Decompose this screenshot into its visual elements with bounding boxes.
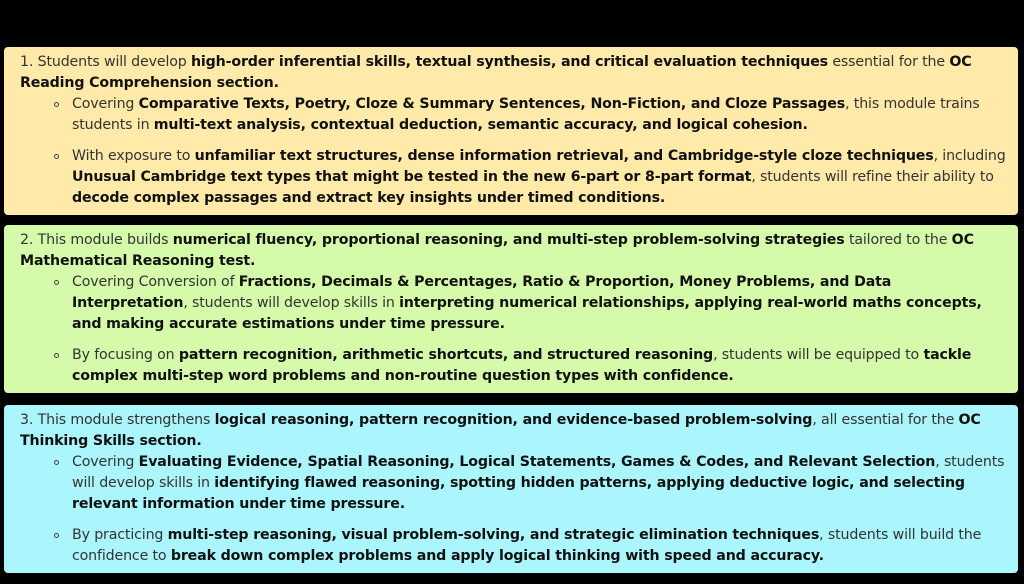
module-intro xyxy=(20,52,1008,94)
text-segment: Covering xyxy=(72,96,139,112)
bold-phrase: break down complex problems and apply logical thinking with speed and accuracy. xyxy=(170,548,824,564)
bold-phrase: OC Thinking Skills section. xyxy=(20,412,981,449)
bold-phrase: decode complex passages and extract key insights under timed conditions. xyxy=(72,190,666,206)
bold-phrase: identifying flawed reasoning, spotting hidden patterns, applying deductive logic, and selecting relevant information under time pressure. xyxy=(72,475,965,512)
hollow-bullet-icon xyxy=(54,102,59,107)
text-segment: , this module trains students in xyxy=(72,96,980,133)
text-segment: 3. This module strengthens xyxy=(20,412,215,428)
hollow-bullet-icon xyxy=(54,353,59,358)
text-segment: , all essential for the xyxy=(812,412,959,428)
list-item xyxy=(54,452,1008,515)
hollow-bullet-icon xyxy=(54,154,59,159)
module-intro xyxy=(20,410,1008,452)
text-segment: With exposure to xyxy=(72,148,195,164)
bold-phrase: pattern recognition, arithmetic shortcuts, and structured reasoning xyxy=(178,347,714,363)
text-segment: tailored to the xyxy=(844,232,952,248)
text-segment: By practicing xyxy=(72,527,168,543)
module-box-math xyxy=(4,225,1018,393)
module-box-reading xyxy=(4,47,1018,215)
module-points xyxy=(20,272,1008,387)
bold-phrase: multi-text analysis, contextual deduction, semantic accuracy, and logical cohesion. xyxy=(153,117,808,133)
bold-phrase: unfamiliar text structures, dense information retrieval, and Cambridge-style cloze techniques xyxy=(194,148,934,164)
hollow-bullet-icon xyxy=(54,460,59,465)
bold-phrase: numerical fluency, proportional reasoning, and multi-step problem-solving strategies xyxy=(172,232,845,248)
module-intro xyxy=(20,230,1008,272)
text-segment: , students will refine their ability to xyxy=(751,169,994,185)
text-segment: , students will build the confidence to xyxy=(72,527,982,564)
text-segment: , students will develop skills in xyxy=(183,295,400,311)
module-box-thinking xyxy=(4,405,1018,573)
text-segment: essential for the xyxy=(827,54,950,70)
hollow-bullet-icon xyxy=(54,533,59,538)
list-item xyxy=(54,345,1008,387)
bold-phrase: interpreting numerical relationships, applying real-world maths concepts, and making accurate estimations under time pressure. xyxy=(72,295,982,332)
bold-phrase: logical reasoning, pattern recognition, and evidence-based problem-solving xyxy=(214,412,813,428)
bold-phrase: high-order inferential skills, textual synthesis, and critical evaluation techniques xyxy=(190,54,828,70)
hollow-bullet-icon xyxy=(54,280,59,285)
list-item xyxy=(54,525,1008,567)
text-segment: By focusing on xyxy=(72,347,179,363)
bold-phrase: Fractions, Decimals & Percentages, Ratio & Proportion, Money Problems, and Data Interpretation xyxy=(72,274,892,311)
text-segment: Covering xyxy=(72,454,139,470)
text-segment: , students will be equipped to xyxy=(713,347,924,363)
list-item xyxy=(54,146,1008,209)
text-segment: 1. Students will develop xyxy=(20,54,191,70)
bold-phrase: OC Mathematical Reasoning test. xyxy=(20,232,974,269)
list-item xyxy=(54,94,1008,136)
text-segment: , students will develop skills in xyxy=(72,454,1005,491)
text-segment: 2. This module builds xyxy=(20,232,173,248)
bold-phrase: Evaluating Evidence, Spatial Reasoning, Logical Statements, Games & Codes, and Relevant Selection xyxy=(138,454,936,470)
bold-phrase: multi-step reasoning, visual problem-solving, and strategic elimination techniques xyxy=(167,527,820,543)
list-item xyxy=(54,272,1008,335)
module-points xyxy=(20,94,1008,209)
bold-phrase: Unusual Cambridge text types that might be tested in the new 6-part or 8-part format xyxy=(72,169,752,185)
module-points xyxy=(20,452,1008,567)
text-segment: Covering Conversion of xyxy=(72,274,239,290)
text-segment: , including xyxy=(933,148,1006,164)
bold-phrase: tackle complex multi-step word problems and non-routine question types with confidence. xyxy=(72,347,972,384)
bold-phrase: Comparative Texts, Poetry, Cloze & Summary Sentences, Non-Fiction, and Cloze Passages xyxy=(138,96,846,112)
bold-phrase: OC Reading Comprehension section. xyxy=(20,54,972,91)
